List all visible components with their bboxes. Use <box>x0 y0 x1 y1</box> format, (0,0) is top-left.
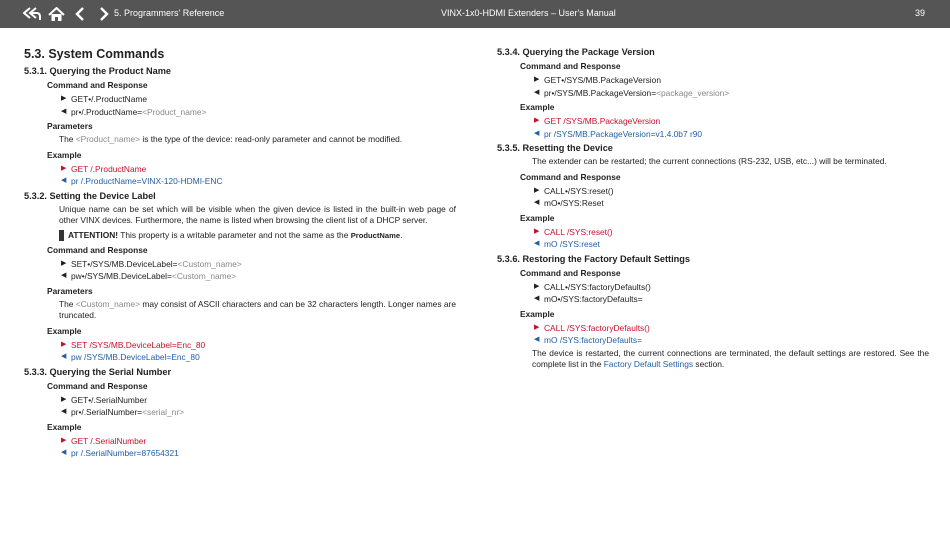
param-name: <Custom_name> <box>75 298 141 309</box>
arrow-left-icon: ◀ <box>534 240 540 247</box>
command-line <box>534 281 929 294</box>
attention-note <box>59 230 456 241</box>
arrow-right-icon: ▶ <box>61 259 67 267</box>
response-text: mO•/SYS:Reset <box>544 198 604 208</box>
chevron-right-icon[interactable] <box>94 4 114 24</box>
param-post: is the type of the device: read-only parameter and cannot be modified. <box>140 134 403 144</box>
example-response-text: mO /SYS:factoryDefaults= <box>544 335 642 345</box>
factory-default-settings-link[interactable]: Factory Default Settings <box>603 359 694 369</box>
example-command <box>534 322 929 335</box>
attention-code: ProductName <box>350 230 401 240</box>
example-label: Example <box>47 149 82 160</box>
arrow-right-icon: ▶ <box>534 282 540 290</box>
description-end: section. <box>693 359 725 369</box>
command-text: SET•/SYS/MB.DeviceLabel= <box>71 258 178 269</box>
right-column <box>497 44 929 374</box>
arrow-right-icon: ▶ <box>534 323 540 331</box>
top-bar <box>0 0 950 28</box>
param-name: <Product_name> <box>75 134 141 144</box>
command-line <box>61 258 456 271</box>
command-response-label: Command and Response <box>47 80 148 90</box>
example-command <box>61 163 456 176</box>
back-arrows-icon[interactable] <box>22 4 42 24</box>
example-response-text: pr /.SerialNumber=87654321 <box>71 448 179 458</box>
response-param: <Product_name> <box>142 106 207 117</box>
home-icon[interactable] <box>46 4 66 24</box>
arrow-right-icon: ▶ <box>61 436 67 444</box>
response-param: <package_version> <box>656 87 730 98</box>
subsection-title: 5.3.2. Setting the Device Label <box>24 190 156 201</box>
arrow-left-icon: ◀ <box>61 107 67 115</box>
example-response-text: pr /SYS/MB.PackageVersion=v1.4.0b7 r90 <box>544 128 703 139</box>
example-response <box>61 351 456 364</box>
command-response-label: Command and Response <box>520 171 621 182</box>
command-text: CALL•/SYS:factoryDefaults() <box>544 281 651 292</box>
description-text: The device is restarted, the current connections are terminated, the default settings are restored. See the complete list in the <box>532 347 929 369</box>
example-command-text: CALL /SYS:reset() <box>544 226 613 237</box>
left-column <box>24 44 456 460</box>
arrow-right-icon: ▶ <box>534 117 540 124</box>
example-command-text: CALL /SYS:factoryDefaults() <box>544 322 650 333</box>
example-response <box>534 238 929 251</box>
example-response <box>61 447 456 460</box>
command-line <box>534 74 929 87</box>
example-response <box>534 334 929 347</box>
arrow-left-icon: ◀ <box>61 272 67 279</box>
description <box>532 348 929 371</box>
description: The extender can be restarted; the current connections (RS-232, USB, etc...) will be terminated. <box>532 156 887 166</box>
arrow-left-icon: ◀ <box>534 295 540 302</box>
example-label: Example <box>520 308 555 319</box>
example-label: Example <box>47 421 82 432</box>
example-command-text: GET /SYS/MB.PackageVersion <box>544 116 661 126</box>
example-command <box>534 115 929 128</box>
parameters-label: Parameters <box>47 121 93 131</box>
command-text: GET•/.ProductName <box>71 94 148 104</box>
response-text: pr•/SYS/MB.PackageVersion= <box>544 87 657 98</box>
arrow-left-icon: ◀ <box>61 449 67 456</box>
arrow-right-icon: ▶ <box>534 76 540 83</box>
param-post: may consist of ASCII characters and can be 32 characters length. Longer names are truncated. <box>59 298 456 320</box>
arrow-right-icon: ▶ <box>61 340 67 348</box>
response-line <box>61 270 456 283</box>
page-number: 39 <box>914 8 925 18</box>
response-text: pr•/.ProductName= <box>71 106 143 117</box>
attention-end: . <box>400 229 403 240</box>
section-heading: 5.3. System Commands <box>24 47 165 61</box>
arrow-right-icon: ▶ <box>61 395 67 403</box>
command-response-label: Command and Response <box>520 61 621 71</box>
example-response-text: pr /.ProductName=VINX-120-HDMI-ENC <box>71 176 223 186</box>
response-line <box>534 197 929 210</box>
arrow-right-icon: ▶ <box>534 227 540 235</box>
parameters-label: Parameters <box>47 285 93 296</box>
arrow-left-icon: ◀ <box>61 353 67 360</box>
arrow-left-icon: ◀ <box>61 177 67 184</box>
param-pre: The <box>59 134 76 144</box>
subsection-title: 5.3.5. Resetting the Device <box>497 143 613 153</box>
command-text: CALL•/SYS:reset() <box>544 185 614 196</box>
arrow-right-icon: ▶ <box>534 186 540 194</box>
example-label: Example <box>520 212 555 223</box>
arrow-right-icon: ▶ <box>61 164 67 172</box>
example-response <box>61 175 456 188</box>
command-response-label: Command and Response <box>520 267 621 278</box>
parameters-text <box>59 299 456 322</box>
example-response-text: pw /SYS/MB.DeviceLabel=Enc_80 <box>71 352 200 362</box>
arrow-left-icon: ◀ <box>61 408 67 415</box>
response-line <box>534 293 929 306</box>
example-command <box>61 435 456 448</box>
description: Unique name can be set which will be visible when the given device is listed in the built-in web page of other VINX devices. Furthermore, the name is listed when browsing the client list of a DHCP server. <box>59 203 456 225</box>
attention-bar <box>59 230 64 241</box>
param-pre: The <box>59 298 76 309</box>
response-text: pr•/.SerialNumber= <box>71 407 143 417</box>
command-line <box>61 93 456 106</box>
subsection-title: 5.3.4. Querying the Package Version <box>497 47 655 57</box>
arrow-left-icon: ◀ <box>534 88 540 96</box>
response-param: <serial_nr> <box>142 407 185 417</box>
subsection-title: 5.3.1. Querying the Product Name <box>24 66 172 76</box>
example-label: Example <box>47 325 82 336</box>
attention-text: This property is a writable parameter and not the same as the <box>118 229 351 240</box>
command-param: <Custom_name> <box>177 258 242 269</box>
example-command <box>61 339 456 352</box>
attention-bold: ATTENTION! <box>68 229 119 240</box>
command-line <box>534 185 929 198</box>
chevron-left-icon[interactable] <box>70 4 90 24</box>
arrow-left-icon: ◀ <box>534 199 540 206</box>
example-response <box>534 128 929 141</box>
example-command-text: GET /.ProductName <box>71 163 147 174</box>
breadcrumb[interactable]: 5. Programmers' Reference <box>114 8 225 18</box>
response-param: <Custom_name> <box>171 271 237 281</box>
response-text: pw•/SYS/MB.DeviceLabel= <box>71 271 172 281</box>
arrow-right-icon: ▶ <box>61 95 67 102</box>
command-response-label: Command and Response <box>47 244 148 255</box>
response-line <box>61 106 456 119</box>
example-command-text: SET /SYS/MB.DeviceLabel=Enc_80 <box>71 339 206 350</box>
command-text: GET•/SYS/MB.PackageVersion <box>544 75 661 85</box>
example-command <box>534 226 929 239</box>
response-text: mO•/SYS:factoryDefaults= <box>544 294 643 304</box>
parameters-text <box>59 134 456 146</box>
command-line <box>61 394 456 407</box>
response-line <box>534 87 929 100</box>
subsection-title: 5.3.6. Restoring the Factory Default Settings <box>497 253 690 264</box>
subsection-title: 5.3.3. Querying the Serial Number <box>24 366 172 377</box>
example-response-text: mO /SYS:reset <box>544 239 600 249</box>
command-text: GET•/.SerialNumber <box>71 394 148 405</box>
example-command-text: GET /.SerialNumber <box>71 435 147 446</box>
arrow-left-icon: ◀ <box>534 336 540 343</box>
document-title: VINX-1x0-HDMI Extenders – User's Manual <box>441 8 616 18</box>
nav-icons <box>22 4 114 24</box>
arrow-left-icon: ◀ <box>534 129 540 137</box>
example-label: Example <box>520 102 555 112</box>
response-line <box>61 406 456 419</box>
command-response-label: Command and Response <box>47 380 148 391</box>
